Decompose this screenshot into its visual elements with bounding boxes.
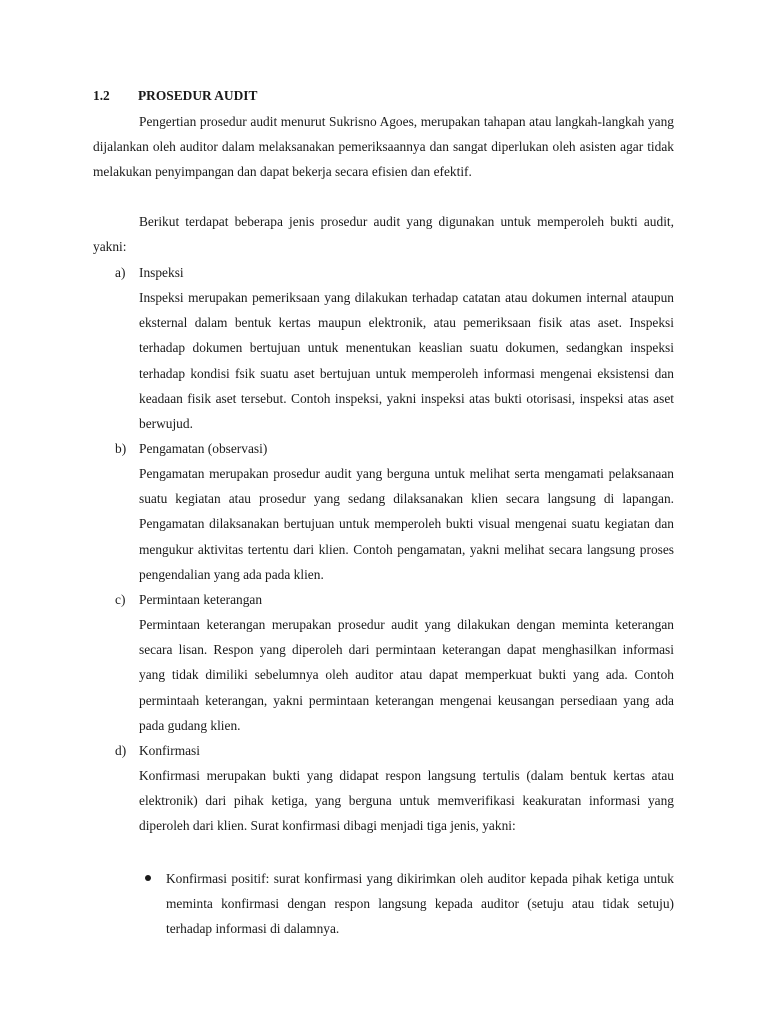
bullet-icon (145, 875, 151, 881)
intro-paragraph-1: Pengertian prosedur audit menurut Sukrisno Agoes, merupakan tahapan atau langkah-langkah yang dijalankan oleh auditor dalam melaksanakan pemeriksaannya dan sangat diperlukan oleh asisten agar tidak melakukan penyimpangan dan dapat bekerja secara efisien dan efektif. (93, 114, 674, 180)
intro-paragraph-2: Berikut terdapat beberapa jenis prosedur audit yang digunakan untuk memperoleh bukti audit, yakni: (93, 214, 674, 255)
list-item-letter: d) (115, 743, 127, 758)
list-item-b-text: Pengamatan merupakan prosedur audit yang berguna untuk melihat serta mengamati pelaksanaan suatu kegiatan atau prosedur yang sedang dilaksanakan klien secara langsung di lapangan. Pengamatan dilaksanakan bertujuan untuk memperoleh bukti visual mengenai suatu kegiatan dan mengukur aktivitas tertentu dari klien. Contoh pengamatan, yakni melihat secara langsung proses pengendalian yang ada pada klien. (139, 466, 674, 582)
section-heading (93, 86, 257, 106)
list-item-title: Pengamatan (observasi) (139, 441, 268, 456)
list-item-letter: b) (115, 441, 127, 456)
list-item-d-text: Konfirmasi merupakan bukti yang didapat respon langsung tertulis (dalam bentuk kertas atau elektronik) dari pihak ketiga, yang berguna untuk memverifikasi keakuratan informasi yang diperoleh dari klien. Surat konfirmasi dibagi menjadi tiga jenis, yakni: (139, 768, 674, 834)
section-number: 1.2 (93, 88, 110, 103)
bullet-text: Konfirmasi positif: surat konfirmasi yang dikirimkan oleh auditor kepada pihak ketiga untuk meminta konfirmasi dengan respon langsung kepada auditor (setuju atau tidak setuju) terhadap informasi di dalamnya. (166, 871, 674, 937)
list-item-letter: a) (115, 265, 126, 280)
list-item-a-text: Inspeksi merupakan pemeriksaan yang dilakukan terhadap catatan atau dokumen internal ataupun eksternal dalam bentuk kertas maupun elektronik, atau pemeriksaan fisik atas aset. Inspeksi terhadap dokumen bertujuan untuk menentukan keaslian suatu dokumen, sedangkan inspeksi terhadap kondisi fsik suatu aset bertujuan untuk memperoleh informasi mengenai eksistensi dan keadaan fisik aset tersebut. Contoh inspeksi, yakni inspeksi atas bukti otorisasi, inspeksi atas aset berwujud. (139, 290, 674, 432)
list-item-title: Konfirmasi (139, 743, 200, 758)
list-item-letter: c) (115, 592, 126, 607)
section-title: PROSEDUR AUDIT (138, 88, 258, 103)
list-item-title: Permintaan keterangan (139, 592, 263, 607)
list-item-c-text: Permintaan keterangan merupakan prosedur audit yang dilakukan dengan meminta keterangan secara lisan. Respon yang diperoleh dari permintaan keterangan dapat menghasilkan informasi yang tidak dimiliki sebelumnya oleh auditor atau dapat memperkuat bukti yang ada. Contoh permintaah keterangan, yakni permintaan keterangan mengenai keusangan persediaan yang ada pada gudang klien. (139, 617, 674, 733)
list-item-title: Inspeksi (139, 265, 184, 280)
